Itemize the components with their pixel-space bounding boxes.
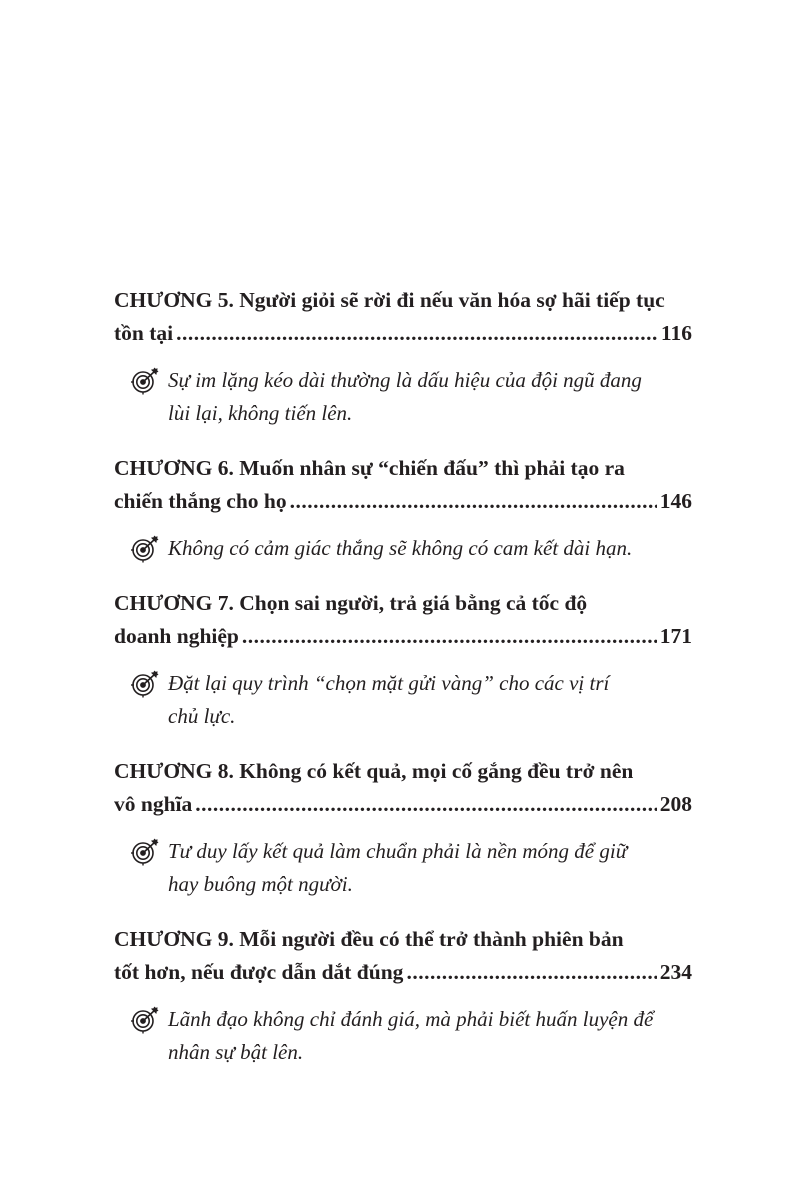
target-arrow-icon: [130, 535, 164, 563]
note-line: Tư duy lấy kết quả làm chuẩn phải là nền móng để giữ: [168, 839, 628, 863]
target-arrow-icon: [130, 670, 164, 698]
chapter-title-line2: tốt hơn, nếu được dẫn dắt đúng: [114, 960, 404, 984]
target-arrow-icon: [130, 367, 164, 395]
chapter-title-line2: doanh nghiệp: [114, 624, 239, 648]
chapter-title-line2-row: [114, 788, 692, 821]
note-line: nhân sự bật lên.: [168, 1040, 304, 1064]
chapter-title-line1: CHƯƠNG 9. Mỗi người đều có thể trở thành phiên bản: [114, 927, 624, 951]
chapter-title-line1: CHƯƠNG 8. Không có kết quả, mọi cố gắng đều trở nên: [114, 759, 634, 783]
page-number: 171: [659, 624, 692, 648]
toc-entry[interactable]: [114, 587, 692, 733]
chapter-title[interactable]: [114, 923, 692, 989]
page-number: 234: [659, 960, 692, 984]
dot-leader: [406, 956, 656, 989]
toc-entry[interactable]: [114, 284, 692, 430]
chapter-title-line2: vô nghĩa: [114, 792, 193, 816]
note-text: [168, 1007, 653, 1064]
chapter-title[interactable]: [114, 284, 692, 350]
chapter-title-line2-row: [114, 485, 692, 518]
chapter-title-line1: CHƯƠNG 6. Muốn nhân sự “chiến đấu” thì phải tạo ra: [114, 456, 625, 480]
chapter-title[interactable]: [114, 452, 692, 518]
note-line: Đặt lại quy trình “chọn mặt gửi vàng” cho các vị trí: [168, 671, 610, 695]
chapter-note: [114, 532, 692, 565]
dot-leader: [195, 788, 656, 821]
toc-entry[interactable]: [114, 755, 692, 901]
chapter-title-line2-row: [114, 956, 692, 989]
note-line: lùi lại, không tiến lên.: [168, 401, 353, 425]
dot-leader: [290, 485, 657, 518]
target-arrow-icon: [130, 838, 164, 866]
chapter-title[interactable]: [114, 587, 692, 653]
chapter-title-line2: tồn tại: [114, 321, 174, 345]
chapter-title-line1: CHƯƠNG 5. Người giỏi sẽ rời đi nếu văn hóa sợ hãi tiếp tục: [114, 288, 665, 312]
toc-entry[interactable]: [114, 452, 692, 565]
note-line: Không có cảm giác thắng sẽ không có cam kết dài hạn.: [168, 536, 633, 560]
dot-leader: [242, 620, 657, 653]
chapter-note: [114, 835, 692, 901]
note-line: Sự im lặng kéo dài thường là dấu hiệu của đội ngũ đang: [168, 368, 642, 392]
page-number: 208: [659, 792, 692, 816]
page-number: 116: [660, 321, 692, 345]
target-arrow-icon: [130, 1006, 164, 1034]
chapter-title-line2-row: [114, 317, 692, 350]
chapter-title-line2: chiến thắng cho họ: [114, 489, 287, 513]
chapter-title-line1: CHƯƠNG 7. Chọn sai người, trả giá bằng cả tốc độ: [114, 591, 588, 615]
dot-leader: [176, 317, 658, 350]
note-text: [168, 671, 609, 728]
toc-entry[interactable]: [114, 923, 692, 1069]
chapter-note: [114, 667, 692, 733]
chapter-title[interactable]: [114, 755, 692, 821]
note-text: [168, 368, 642, 425]
table-of-contents: [114, 284, 692, 1091]
note-line: chủ lực.: [168, 704, 236, 728]
note-text: [168, 839, 627, 896]
chapter-title-line2-row: [114, 620, 692, 653]
note-line: hay buông một người.: [168, 872, 353, 896]
chapter-note: [114, 1003, 692, 1069]
note-text: [168, 536, 632, 560]
note-line: Lãnh đạo không chỉ đánh giá, mà phải biết huấn luyện để: [168, 1007, 654, 1031]
chapter-note: [114, 364, 692, 430]
page-number: 146: [659, 489, 692, 513]
